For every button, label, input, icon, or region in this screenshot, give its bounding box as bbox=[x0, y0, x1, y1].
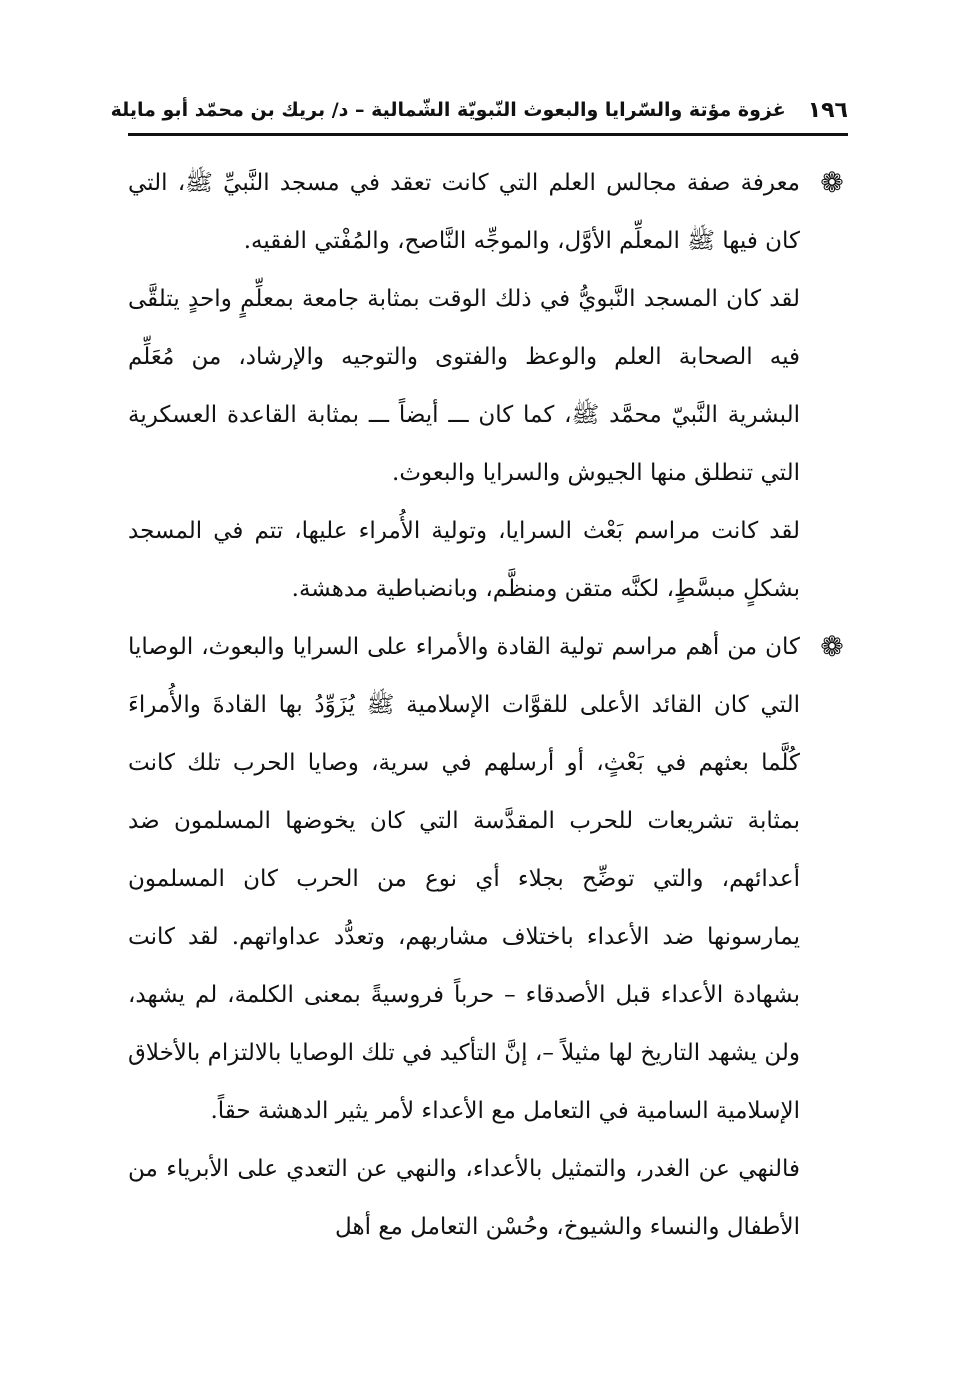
header-divider bbox=[128, 133, 848, 136]
paragraph-1 bbox=[128, 154, 848, 270]
paragraph-3 bbox=[128, 502, 848, 618]
paragraph-text: فالنهي عن الغدر، والتمثيل بالأعداء، والنهي عن التعدي على الأبرياء من الأطفال والنساء والشيوخ، وحُسْن التعامل مع أهل bbox=[128, 1156, 800, 1240]
paragraph-text: معرفة صفة مجالس العلم التي كانت تعقد في مسجد النَّبيِّ ﷺ، التي كان فيها ﷺ المعلِّم الأوَّل، والموجِّه النَّاصح، والمُفْتي الفقيه. bbox=[128, 170, 800, 254]
eight-petal-flower-icon: ❁ bbox=[820, 630, 844, 663]
paragraph-text: لقد كان المسجد النَّبويُّ في ذلك الوقت بمثابة جامعة بمعلِّمٍ واحدٍ يتلقَّى فيه الصحابة العلم والوعظ والفتوى والتوجيه والإرشاد، من مُعَلِّم البشرية النَّبيّ محمَّد ﷺ، كما كان ـــ أيضاً ـــ بمثابة القاعدة العسكرية التي تنطلق منها الجيوش والسرايا والبعوث. bbox=[128, 286, 800, 486]
eight-petal-flower-icon: ❁ bbox=[820, 166, 844, 199]
page-number: ١٩٦ bbox=[807, 97, 848, 123]
header-title: غزوة مؤتة والسّرايا والبعوث النّبويّة الشّمالية – د/ بريك بن محمّد أبو مايلة bbox=[110, 99, 786, 121]
paragraph-4 bbox=[128, 618, 848, 1140]
paragraph-5 bbox=[128, 1140, 848, 1256]
paragraph-2 bbox=[128, 270, 848, 502]
running-header bbox=[110, 88, 848, 132]
paragraph-text: كان من أهم مراسم تولية القادة والأمراء على السرايا والبعوث، الوصايا التي كان القائد الأعلى للقوَّات الإسلامية ﷺ يُزَوِّدُ بها القادةَ والأُمراءَ كُلَّما بعثهم في بَعْثٍ، أو أرسلهم في سرية، وصايا الحرب تلك كانت بمثابة تشريعات للحرب المقدَّسة التي كان يخوضها المسلمون ضد أعدائهم، والتي توضِّح بجلاء أي نوع من الحرب كان المسلمون يمارسونها ضد الأعداء باختلاف مشاربهم، وتعدُّد عداواتهم. لقد كانت بشهادة الأعداء قبل الأصدقاء – حرباً فروسيةً بمعنى الكلمة، لم يشهد، ولن يشهد التاريخ لها مثيلاً –، إنَّ التأكيد في تلك الوصايا بالالتزام بالأخلاق الإسلامية السامية في التعامل مع الأعداء لأمر يثير الدهشة حقاً. bbox=[128, 634, 800, 1124]
paragraph-text: لقد كانت مراسم بَعْث السرايا، وتولية الأُمراء عليها، تتم في المسجد بشكلٍ مبسَّطٍ، لكنَّه متقن ومنظَّم، وبانضباطية مدهشة. bbox=[128, 518, 800, 602]
body-text bbox=[128, 154, 848, 1256]
